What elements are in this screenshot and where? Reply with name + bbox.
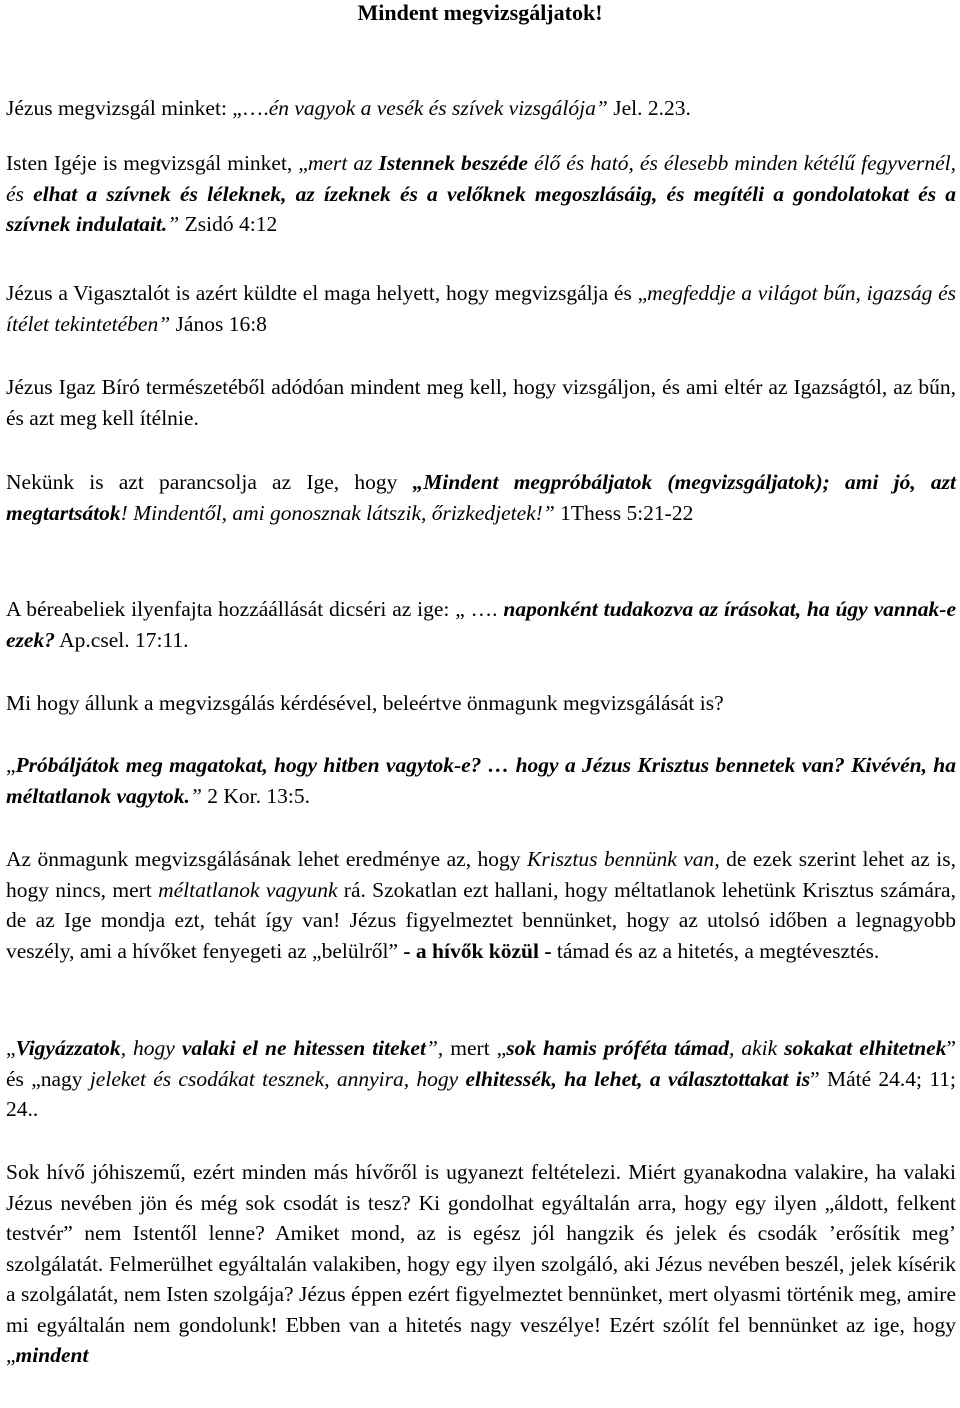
paragraph-5 (6, 467, 956, 528)
paragraph-3 (6, 278, 956, 339)
text-segment: Sok hívő jóhiszemű, ezért minden más hívőről is ugyanezt feltételezi. Miért gyanakodna valakire, ha valaki Jézus nevében jön és még sok csodát is tesz? Ki gondolhat egyáltalán arra, hogy egy ilyen „áldott, felkent testvér” nem Istentől lenne? Amiket mond, az is egész jól hangzik és jelek és csodák ’erősítik meg’ szolgálatát. Felmerülhet egyáltalán valakiben, hogy egy ilyen szolgáló, aki Jézus nevében beszél, jelek kísérik a szolgálatát, nem Isten szolgája? Jézus éppen ezért figyelmeztet bennünket, mert olyasmi történik meg, amire mi egyáltalán nem gondolunk! Ebben van a hitetés nagy veszélye! Ezért szólít fel bennünket az ige, hogy „ (6, 1160, 956, 1367)
text-segment: Mi hogy állunk a megvizsgálás kérdésével, beleértve önmagunk megvizsgálását is? (6, 691, 724, 715)
text-segment: Zsidó 4:12 (179, 212, 278, 236)
text-segment: , hogy (120, 1036, 182, 1060)
text-segment: Ap.csel. 17:11. (54, 627, 189, 652)
text-segment: naponként tudakozva az írásokat, ha úgy vannak-e ezek? (6, 597, 956, 652)
text-segment: - a hívők közül - (403, 938, 552, 963)
text-segment: Jézus a Vigasztalót is azért küldte el maga helyett, hogy megvizsgálja és „ (6, 281, 648, 305)
text-segment: , de ezek szerint lehet az is, hogy nincs, mert (6, 847, 956, 902)
text-segment: , mert „ (437, 1036, 507, 1060)
text-segment: „ (6, 1036, 16, 1060)
text-segment: rá. Szokatlan ezt hallani, hogy méltatlanok lehetünk Krisztus számára, de az Ige mondja ezt, tehát így van! Jézus figyelmeztet bennünket, hogy az utolsó időben a legnagyobb veszély, ami a hívőket fenyegeti az „belülről” (6, 877, 956, 963)
text-segment: Próbáljátok meg magatokat, hogy hitben vagytok-e? … hogy a Jézus Krisztus bennetek van? Kivévén, ha méltatlanok vagytok. (6, 753, 956, 808)
paragraph-11 (6, 1157, 956, 1371)
text-segment: jeleket és csodákat tesznek, annyira, hogy (89, 1066, 466, 1091)
text-segment: „Mindent megpróbáljatok (megvizsgáljatok); ami jó, azt megtartsátok (6, 470, 956, 525)
text-segment: ” (425, 1036, 438, 1060)
text-segment: Istennek beszéde (378, 151, 528, 175)
text-segment: sokakat elhitetnek (784, 1036, 947, 1060)
text-segment: 2 Kor. 13:5. (201, 783, 311, 808)
text-segment: én vagyok a vesék és szívek vizsgálója” (268, 96, 608, 120)
paragraph-4 (6, 372, 956, 433)
text-segment: méltatlanok vagyunk (158, 877, 338, 902)
text-segment: Jézus Igaz Bíró természetéből adódóan mindent meg kell, hogy vizsgáljon, és ami eltér az Igazságtól, az bűn, és azt meg kell ítélnie. (6, 375, 956, 430)
text-segment: elhat a szívnek és léleknek, az ízeknek és a velőknek megoszlásáig, és megítéli a gondolatokat és a szívnek indulatait. (6, 181, 956, 236)
paragraph-8 (6, 750, 956, 811)
text-segment: „ (6, 753, 16, 777)
paragraph-6 (6, 594, 956, 655)
text-segment: élő és ható, és élesebb minden kétélű fegyvernél, és (6, 151, 956, 206)
text-segment: Isten Igéje is megvizsgál minket, „ (6, 151, 308, 175)
text-segment: megfeddje a világot bűn, igazság és ítélet tekintetében” (6, 281, 956, 336)
text-segment: Nekünk is azt parancsolja az Ige, hogy (6, 470, 413, 494)
text-segment: ” (189, 783, 202, 808)
text-segment: Jézus megvizsgál minket: „…. (6, 96, 269, 120)
text-segment: mindent (15, 1343, 89, 1367)
text-segment: 1Thess 5:21-22 (554, 500, 694, 525)
paragraph-7 (6, 688, 956, 719)
text-segment: támad és az a hitetés, a megtévesztés. (551, 938, 880, 963)
text-segment: ” Máté 24.4; 11; 24.. (6, 1066, 957, 1121)
text-segment: Vigyázzatok (15, 1036, 121, 1060)
text-segment: valaki el ne hitessen titeket (181, 1036, 426, 1060)
text-segment: sok hamis próféta támad (506, 1036, 730, 1060)
paragraph-10 (6, 1033, 956, 1125)
text-segment: Az önmagunk megvizsgálásának lehet eredménye az, hogy (6, 847, 527, 871)
text-segment: mert az (307, 151, 379, 175)
paragraph-9 (6, 844, 956, 966)
document-title: Mindent megvizsgáljatok! (357, 0, 603, 25)
paragraph-2 (6, 148, 956, 240)
text-segment: ” (167, 212, 180, 236)
text-segment: ” és „nagy (6, 1036, 956, 1091)
text-segment: Jel. 2.23. (607, 96, 691, 120)
text-segment: elhitessék, ha lehet, a választottakat is (465, 1066, 811, 1091)
text-segment: A béreabeliek ilyenfajta hozzáállását dicséri az ige: „ …. (6, 597, 504, 621)
paragraph-1 (6, 93, 956, 124)
text-segment: , akik (729, 1036, 785, 1060)
text-segment: János 16:8 (170, 311, 267, 336)
text-segment: ! Mindentől, ami gonosznak látszik, őrizkedjetek!” (120, 500, 555, 525)
text-segment: Krisztus bennünk van (527, 847, 715, 871)
